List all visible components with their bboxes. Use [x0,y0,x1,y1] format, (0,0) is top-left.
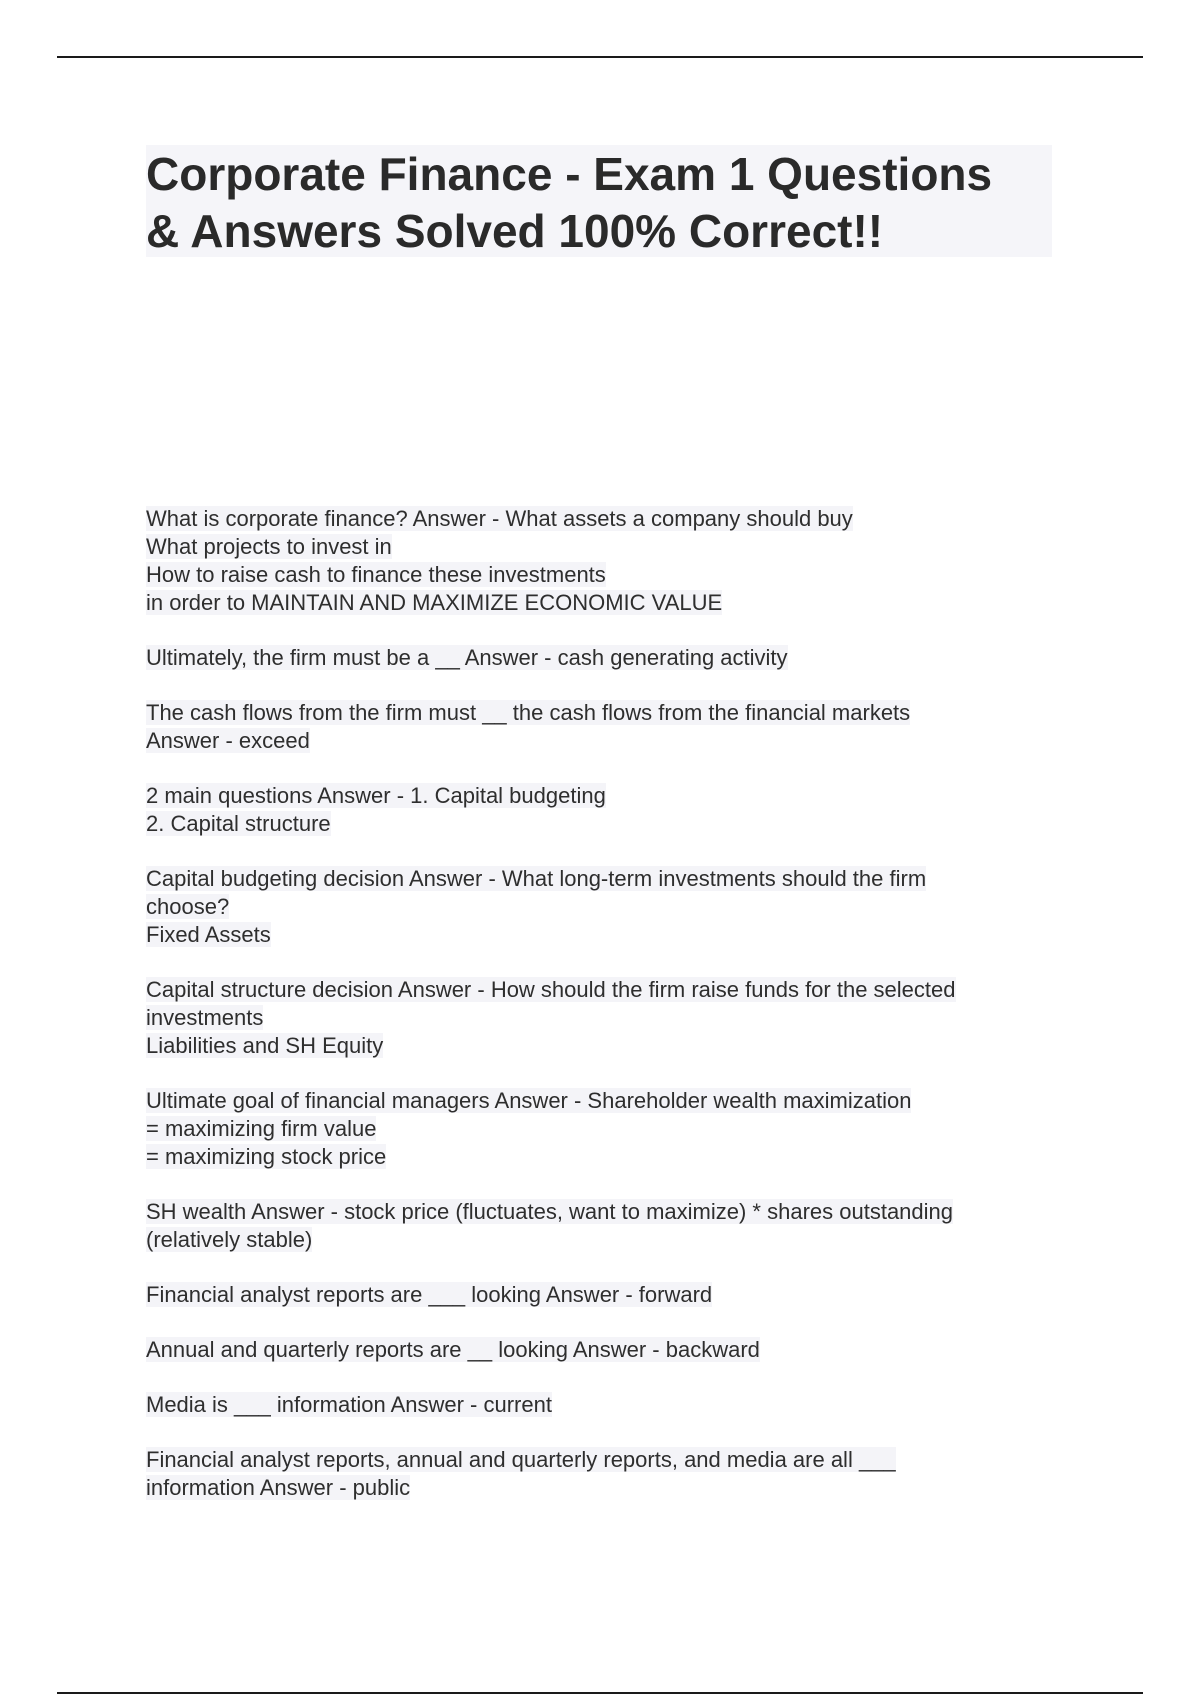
qa-line: What is corporate finance? Answer - What assets a company should buy [146,506,853,531]
qa-line: Capital structure decision Answer - How should the firm raise funds for the selected [146,977,956,1002]
qa-item [146,1281,1066,1309]
qa-line: Financial analyst reports are ___ looking Answer - forward [146,1282,713,1307]
qa-line: (relatively stable) [146,1227,313,1252]
qa-line: 2 main questions Answer - 1. Capital budgeting [146,783,606,808]
qa-item [146,699,1066,755]
qa-item [146,1446,1066,1502]
qa-item [146,1087,1066,1171]
qa-line: Liabilities and SH Equity [146,1033,384,1058]
qa-item [146,865,1066,949]
qa-list [146,505,1066,1529]
document-title [146,146,1056,260]
bottom-rule [57,1692,1143,1694]
qa-line: Financial analyst reports, annual and quarterly reports, and media are all ___ [146,1447,896,1472]
qa-item [146,1336,1066,1364]
qa-line: Annual and quarterly reports are __ looking Answer - backward [146,1337,760,1362]
qa-item [146,1198,1066,1254]
qa-line: Answer - exceed [146,728,310,753]
qa-line: in order to MAINTAIN AND MAXIMIZE ECONOMIC VALUE [146,590,723,615]
qa-line: Ultimately, the firm must be a __ Answer - cash generating activity [146,645,788,670]
qa-line: Ultimate goal of financial managers Answer - Shareholder wealth maximization [146,1088,912,1113]
top-rule [57,56,1143,58]
qa-item [146,644,1066,672]
qa-line: SH wealth Answer - stock price (fluctuates, want to maximize) * shares outstanding [146,1199,954,1224]
qa-line: The cash flows from the firm must __ the cash flows from the financial markets [146,700,911,725]
qa-item [146,976,1066,1060]
title-line-2: & Answers Solved 100% Correct!! [146,205,884,257]
qa-line: = maximizing firm value [146,1116,377,1141]
qa-line: Capital budgeting decision Answer - What long-term investments should the firm [146,866,927,891]
qa-line: Fixed Assets [146,922,271,947]
qa-line: information Answer - public [146,1475,411,1500]
qa-line: Media is ___ information Answer - current [146,1392,552,1417]
qa-line: investments [146,1005,264,1030]
qa-line: What projects to invest in [146,534,392,559]
title-line-1: Corporate Finance - Exam 1 Questions [146,148,993,200]
qa-item [146,782,1066,838]
qa-line: = maximizing stock price [146,1144,387,1169]
qa-line: choose? [146,894,230,919]
qa-item [146,1391,1066,1419]
qa-line: 2. Capital structure [146,811,331,836]
qa-line: How to raise cash to finance these investments [146,562,606,587]
qa-item [146,505,1066,617]
